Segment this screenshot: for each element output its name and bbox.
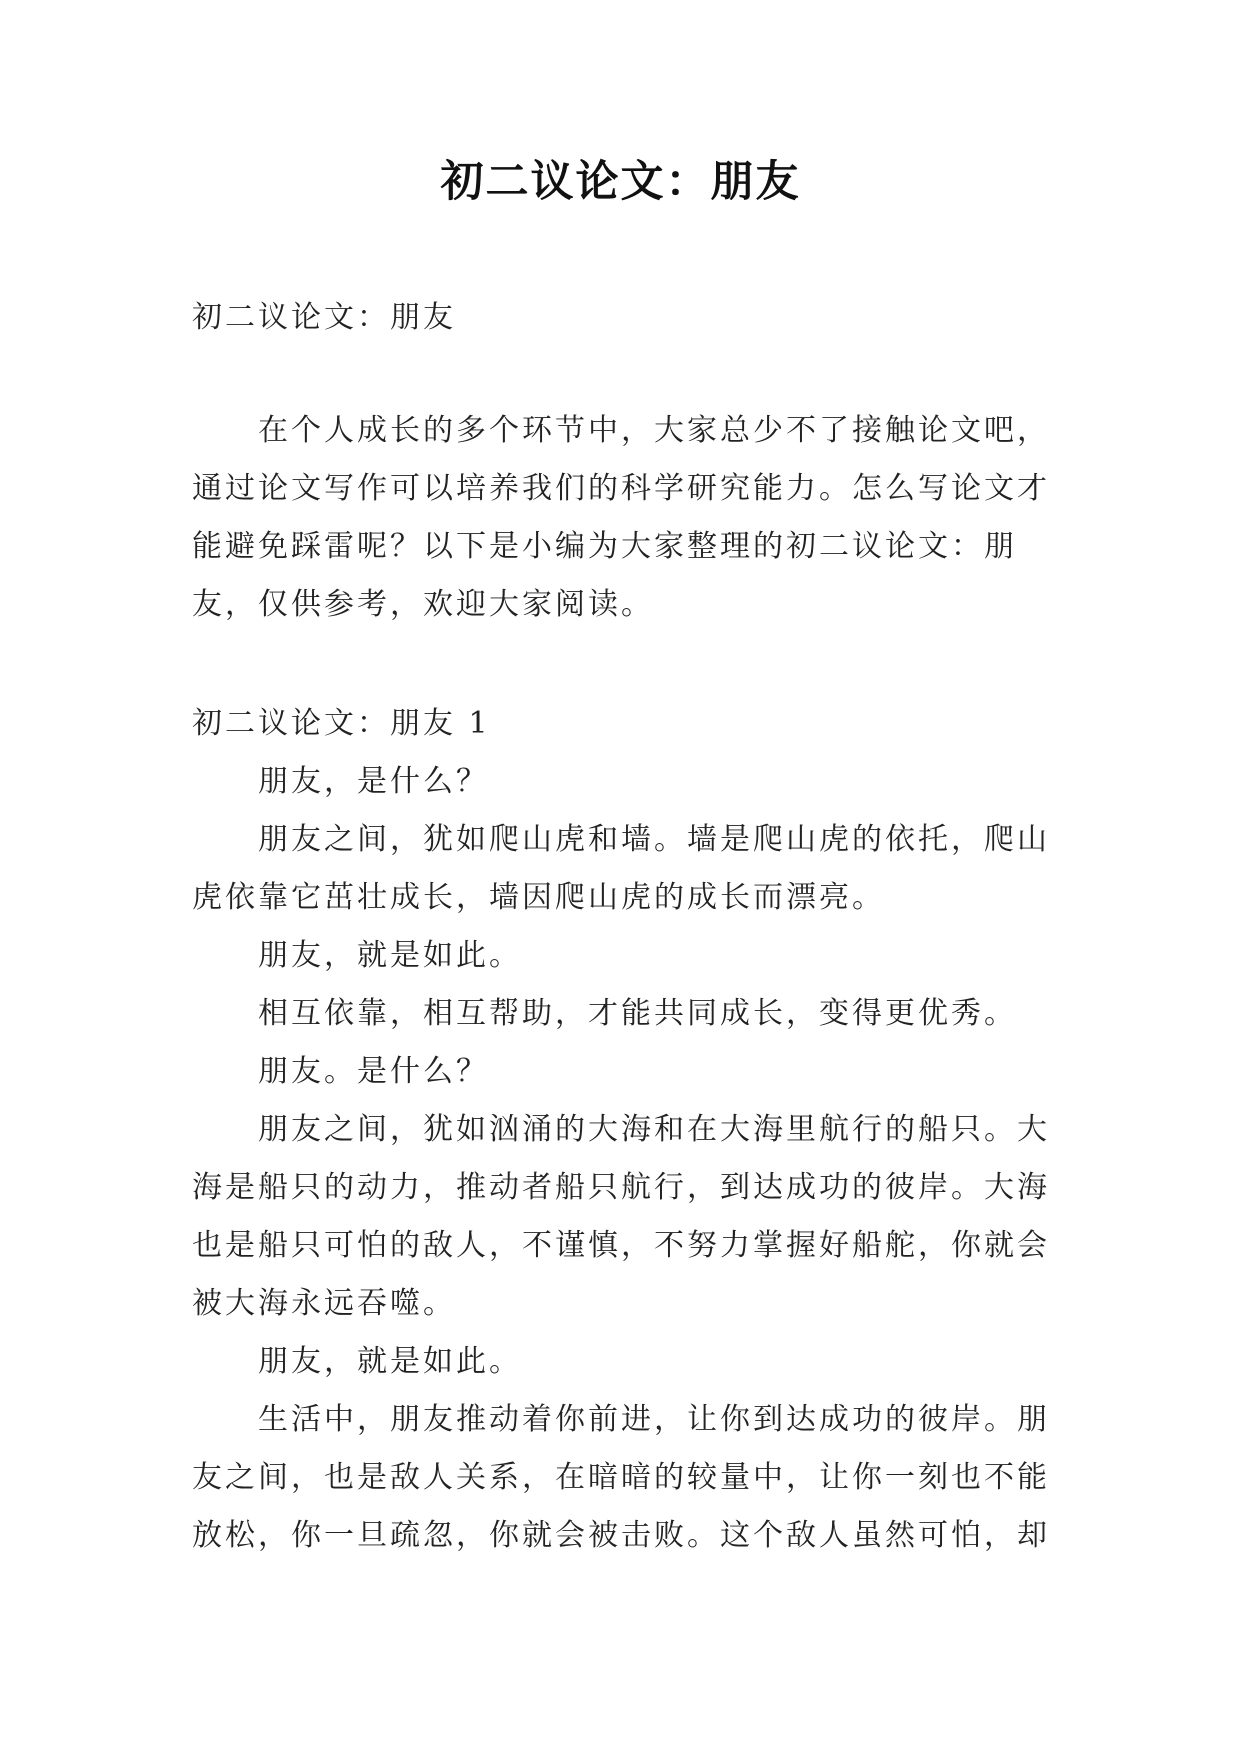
body-paragraph: 朋友。是什么？ xyxy=(258,1054,489,1089)
body-paragraph: 朋友之间，犹如汹涌的大海和在大海里航行的船只。大海是船只的动力，推动者船只航行，到达成功的彼岸。大海也是船只可怕的敌人，不谨慎，不努力掌握好船舵，你就会被大海永远吞噬。 xyxy=(192,1112,1050,1321)
document-title: 初二议论文：朋友 xyxy=(440,157,801,207)
body-paragraph: 朋友之间，犹如爬山虎和墙。墙是爬山虎的依托，爬山虎依靠它茁壮成长，墙因爬山虎的成长而漂亮。 xyxy=(192,822,1050,915)
document-subtitle: 初二议论文：朋友 xyxy=(192,300,456,335)
intro-block xyxy=(192,402,1062,634)
body-paragraph: 朋友，就是如此。 xyxy=(258,1344,522,1379)
section-block xyxy=(192,695,1062,1565)
intro-paragraph: 在个人成长的多个环节中，大家总少不了接触论文吧，通过论文写作可以培养我们的科学研究能力。怎么写论文才能避免踩雷呢？以下是小编为大家整理的初二议论文：朋友，仅供参考，欢迎大家阅读。 xyxy=(192,413,1050,622)
body-paragraph: 朋友，就是如此。 xyxy=(258,938,522,973)
body-paragraph: 朋友，是什么？ xyxy=(258,764,489,799)
section-heading: 初二议论文：朋友 1 xyxy=(192,706,491,741)
body-paragraph: 相互依靠，相互帮助，才能共同成长，变得更优秀。 xyxy=(258,996,1017,1031)
body-paragraph: 生活中，朋友推动着你前进，让你到达成功的彼岸。朋友之间，也是敌人关系，在暗暗的较量中，让你一刻也不能放松，你一旦疏忽，你就会被击败。这个敌人虽然可怕，却 xyxy=(192,1402,1050,1553)
